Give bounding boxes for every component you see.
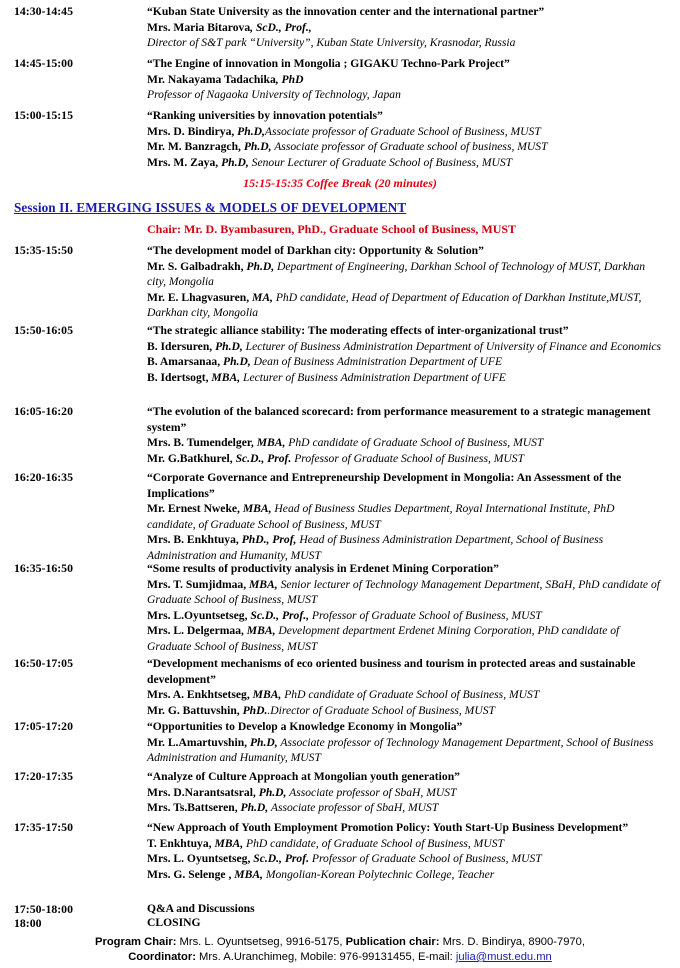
- speaker-name: Mrs. L. Delgermaa,: [147, 624, 244, 637]
- talk-title: “Opportunities to Develop a Knowledge Economy in Mongolia”: [147, 720, 463, 733]
- speaker-degree: PhD.: [239, 703, 268, 717]
- speaker-degree: MA,: [249, 290, 273, 304]
- session-content: [147, 56, 662, 103]
- speaker-degree: MBA,: [249, 688, 282, 701]
- talk-title: “Analyze of Culture Approach at Mongolian youth generation”: [147, 770, 460, 783]
- speaker-degree: Sc.D., Prof.: [250, 852, 309, 865]
- speaker-name: Mr. Ernest Nweke,: [147, 502, 240, 515]
- speaker-name: Mr. E. Lhagvasuren,: [147, 290, 250, 304]
- talk-title: “Corporate Governance and Entrepreneurship Development in Mongolia: An Assessment of the Implications”: [147, 471, 622, 500]
- talk-title: “Ranking universities by innovation potentials”: [147, 109, 383, 122]
- speaker-affiliation: Senour Lecturer of Graduate School of Business, MUST: [248, 155, 513, 169]
- email-link[interactable]: julia@must.edu.mn: [455, 951, 552, 963]
- time-slot: 17:35-17:50: [14, 820, 73, 834]
- program-chair-value: Mrs. L. Oyuntsetseg, 9916-5175,: [176, 936, 343, 948]
- speaker-affiliation: Associate professor of Technology Management Department, School of Business Administration and Humanity, MUST: [147, 735, 654, 764]
- footer-contacts: [0, 936, 680, 948]
- speaker-name: Mrs. Maria Bitarova: [147, 20, 251, 34]
- talk-title: “The Engine of innovation in Mongolia ; GIGAKU Techno-Park Project”: [147, 57, 510, 70]
- speaker-degree: Ph.D,: [240, 140, 272, 153]
- speaker-affiliation: Professor of Graduate School of Business, MUST: [291, 451, 525, 465]
- speaker-degree: Ph.D,: [237, 801, 269, 814]
- speaker-affiliation: Director of S&T park “University”, Kuban State University, Krasnodar, Russia: [147, 36, 516, 49]
- time-slot: 16:50-17:05: [14, 656, 73, 670]
- session-content: [147, 404, 662, 466]
- time-slot: 17:05-17:20: [14, 719, 73, 733]
- speaker-degree: MBA,: [239, 502, 272, 515]
- session-chair: Chair: Mr. D. Byambasuren, PhD., Graduate School of Business, MUST: [147, 222, 517, 236]
- talk-title: “Development mechanisms of eco oriented business and tourism in protected areas and sustainable development”: [147, 657, 636, 686]
- speaker-degree: Ph.D,: [234, 124, 265, 138]
- speaker-name: Mr. G.Batkhurel,: [147, 451, 233, 465]
- speaker-affiliation: Professor of Graduate School of Business, MUST: [309, 608, 542, 622]
- talk-title: “New Approach of Youth Employment Promotion Policy: Youth Start-Up Business Development”: [147, 821, 629, 834]
- qa-label: Q&A and Discussions: [147, 902, 255, 915]
- session-content: [147, 820, 662, 882]
- closing-label: CLOSING: [147, 916, 201, 929]
- speaker-name: B. Idertsogt,: [147, 370, 209, 384]
- speaker-affiliation: Department of Engineering, Darkhan School of Technology of MUST, Darkhan city, Mongolia: [147, 259, 646, 288]
- speaker-name: Mr. M. Banzragch,: [147, 140, 241, 153]
- speaker-affiliation: Mongolian-Korean Polytechnic College, Teacher: [262, 867, 495, 881]
- speaker-affiliation: Head of Business Administration Department, School of Business Administration and Humanity, MUST: [147, 533, 604, 562]
- speaker-degree: Ph.D,: [212, 339, 243, 353]
- speaker-degree: , ScD., Prof.,: [250, 20, 312, 34]
- session-content: [147, 243, 662, 321]
- speaker-name: Mr. L.Amartuvshin,: [147, 735, 248, 749]
- speaker-name: Mrs. Ts.Battseren,: [147, 801, 238, 814]
- speaker-affiliation: PhD candidate of Graduate School of Business, MUST: [281, 688, 540, 701]
- speaker-degree: MBA,: [243, 624, 276, 637]
- speaker-degree: Ph.D,: [220, 355, 251, 368]
- coordinator-label: Coordinator:: [128, 951, 196, 963]
- speaker-degree: Ph.D,: [255, 785, 287, 799]
- speaker-degree: Ph.D,: [218, 155, 249, 169]
- speaker-affiliation: Development department Erdenet Mining Corporation, PhD candidate of Graduate School of Business, MUST: [147, 624, 620, 653]
- speaker-name: Mr. Nakayama Tadachika: [147, 72, 276, 86]
- time-slot: 15:00-15:15: [14, 108, 73, 122]
- session-content: [147, 656, 662, 718]
- session-content: [147, 719, 662, 766]
- session-content: [147, 561, 662, 654]
- speaker-name: Mrs. D. Bindirya,: [147, 124, 235, 138]
- speaker-affiliation: PhD candidate of Graduate School of Business, MUST: [285, 436, 544, 449]
- time-slot: 14:45-15:00: [14, 56, 73, 70]
- speaker-degree: MBA,: [246, 577, 278, 591]
- speaker-name: Mrs. G. Selenge ,: [147, 867, 232, 881]
- session-content: [147, 108, 662, 170]
- time-slot: 16:05-16:20: [14, 404, 73, 418]
- speaker-degree: Sc.D., Prof.: [232, 451, 292, 465]
- speaker-degree: MBA,: [211, 836, 244, 850]
- speaker-name: Mrs. A. Enkhtsetseg,: [147, 688, 250, 701]
- session-content: [147, 4, 662, 51]
- publication-chair-label: Publication chair:: [345, 936, 440, 948]
- talk-title: “The development model of Darkhan city: Opportunity & Solution”: [147, 244, 484, 257]
- speaker-name: Mrs. M. Zaya,: [147, 155, 219, 169]
- time-slot: 14:30-14:45: [14, 4, 73, 18]
- speaker-name: Mr. S. Galbadrakh,: [147, 259, 244, 273]
- speaker-affiliation: Senior lecturer of Technology Management Department, SBaH, PhD candidate of Graduate School of Business, MUST: [147, 577, 660, 606]
- speaker-affiliation: Dean of Business Administration Department of UFE: [250, 355, 503, 368]
- speaker-affiliation: Lecturer of Business Administration Department of University of Finance and Economics: [242, 339, 662, 353]
- speaker-name: Mrs. B. Enkhtuya,: [147, 533, 239, 546]
- speaker-degree: MBA,: [231, 867, 263, 881]
- speaker-degree: MBA,: [253, 436, 286, 449]
- speaker-affiliation: Associate professor of Graduate School of Business, MUST: [264, 124, 541, 138]
- time-slot: 18:00: [14, 916, 42, 930]
- publication-chair-value: Mrs. D. Bindirya, 8900-7970,: [439, 936, 585, 948]
- speaker-name: Mrs. L. Oyuntsetseg,: [147, 852, 251, 865]
- program-chair-label: Program Chair:: [95, 936, 177, 948]
- speaker-name: T. Enkhtuya,: [147, 836, 212, 850]
- speaker-affiliation: PhD candidate, of Graduate School of Business, MUST: [243, 836, 504, 850]
- footer-coordinator: [0, 951, 680, 963]
- speaker-affiliation: Professor of Graduate School of Business, MUST: [308, 852, 542, 865]
- speaker-affiliation: .Director of Graduate School of Business, MUST: [267, 703, 495, 717]
- speaker-degree: , PhD: [275, 72, 304, 86]
- speaker-affiliation: Professor of Nagaoka University of Technology, Japan: [147, 88, 401, 101]
- speaker-name: Mr. G. Battuvshin,: [147, 703, 240, 717]
- speaker-affiliation: Head of Business Studies Department, Royal International Institute, PhD candidate, of Graduate School of Business, MUST: [147, 502, 615, 531]
- speaker-name: Mrs. T. Sumjidmaa,: [147, 577, 247, 591]
- time-slot: 17:50-18:00: [14, 902, 73, 916]
- time-slot: 16:20-16:35: [14, 470, 73, 484]
- speaker-degree: Ph.D,: [247, 735, 278, 749]
- speaker-degree: MBA,: [208, 370, 241, 384]
- talk-title: “The evolution of the balanced scorecard: from performance measurement to a strategic management system”: [147, 405, 651, 434]
- speaker-affiliation: Lecturer of Business Administration Department of UFE: [240, 370, 506, 384]
- coffee-break-note: 15:15-15:35 Coffee Break (20 minutes): [243, 176, 437, 190]
- speaker-degree: Ph.D,: [243, 259, 275, 273]
- talk-title: “Kuban State University as the innovation center and the international partner”: [147, 5, 545, 18]
- speaker-name: Mrs. B. Tumendelger,: [147, 436, 254, 449]
- time-slot: 17:20-17:35: [14, 769, 73, 783]
- speaker-degree: PhD., Prof,: [238, 533, 297, 546]
- speaker-affiliation: Associate professor of SbaH, MUST: [286, 785, 457, 799]
- talk-title: “Some results of productivity analysis in Erdenet Mining Corporation”: [147, 562, 499, 575]
- speaker-name: B. Idersuren,: [147, 339, 213, 353]
- speaker-name: Mrs. L.Oyuntsetseg,: [147, 608, 248, 622]
- coordinator-value: Mrs. A.Uranchimeg, Mobile: 976-99131455, E-mail:: [195, 951, 456, 963]
- time-slot: 15:35-15:50: [14, 243, 73, 257]
- session-content: [147, 323, 662, 385]
- speaker-name: Mrs. D.Narantsatsral,: [147, 785, 256, 799]
- speaker-affiliation: Associate professor of SbaH, MUST: [268, 801, 439, 814]
- speaker-name: B. Amarsanaa,: [147, 355, 221, 368]
- session-heading[interactable]: Session II. EMERGING ISSUES & MODELS OF DEVELOPMENT: [14, 200, 407, 215]
- talk-title: “The strategic alliance stability: The moderating effects of inter-organizational trust”: [147, 324, 569, 337]
- speaker-degree: Sc.D., Prof.,: [247, 608, 309, 622]
- time-slot: 15:50-16:05: [14, 323, 73, 337]
- speaker-affiliation: PhD candidate, Head of Department of Education of Darkhan Institute,MUST, Darkhan city, Mongolia: [147, 290, 642, 319]
- session-content: [147, 769, 662, 816]
- speaker-affiliation: Associate professor of Graduate school of business, MUST: [271, 140, 548, 153]
- session-content: [147, 470, 662, 563]
- time-slot: 16:35-16:50: [14, 561, 73, 575]
